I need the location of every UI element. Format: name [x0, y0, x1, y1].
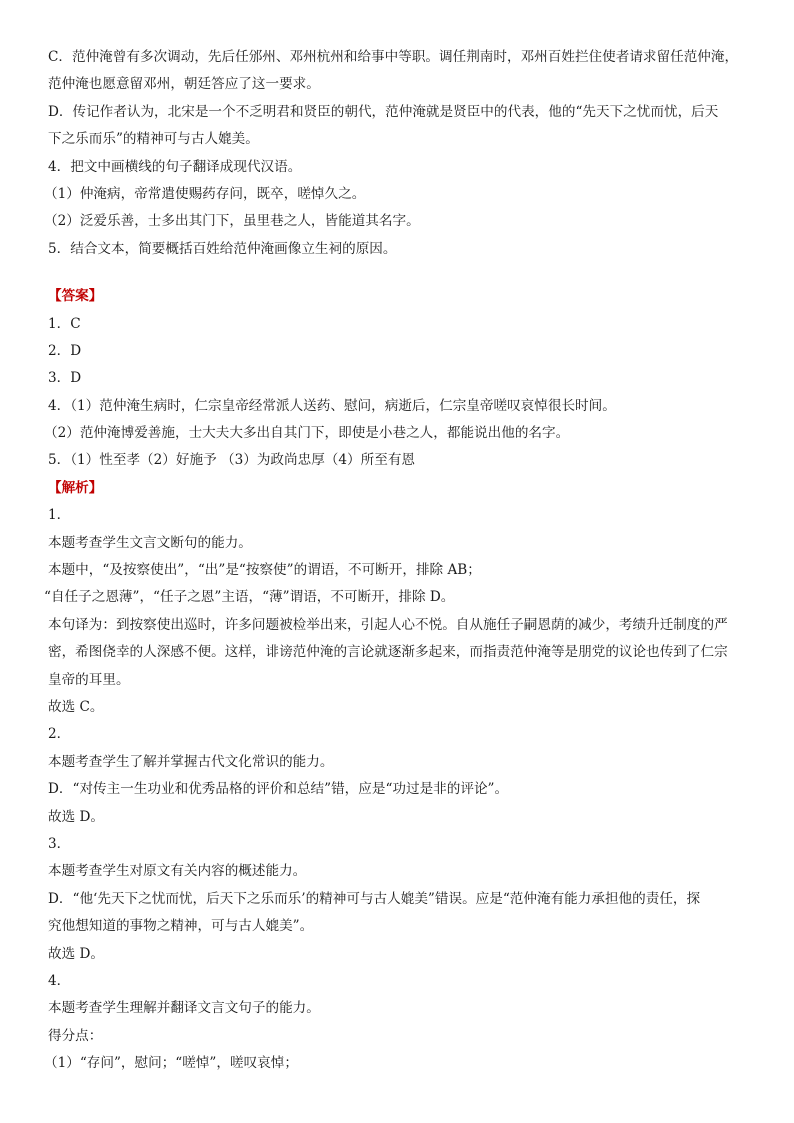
analysis-3-intro: 本题考查学生对原文有关内容的概述能力。	[48, 863, 307, 880]
answer-heading: 【答案】	[48, 288, 103, 305]
answer-3: 3．D	[48, 370, 82, 387]
section-gap	[48, 263, 754, 283]
document-page	[44, 44, 754, 1077]
answer-4-part-2: （2）范仲淹博爱善施，士大夫大多出自其门下，即使是小巷之人，都能说出他的名字。	[44, 425, 570, 442]
answer-4-part-1: 4．（1）范仲淹生病时，仁宗皇帝经常派人送药、慰问，病逝后，仁宗皇帝嗟叹哀悼很长时间。	[48, 397, 616, 414]
analysis-1-point-a: 本题中，“及按察使出”，“出”是“按察使”的谓语，不可断开，排除 AB；	[48, 562, 481, 579]
analysis-2-intro: 本题考查学生了解并掌握古代文化常识的能力。	[48, 753, 334, 770]
question-4-part-2: （2）泛爱乐善，士多出其门下，虽里巷之人，皆能道其名字。	[44, 213, 420, 230]
analysis-1-translation-line-2: 密，希图侥幸的人深感不便。这样，诽谤范仲淹的言论就逐渐多起来，而指责范仲淹等是朋党的议论也传到了仁宗	[48, 644, 728, 661]
question-5: 5．结合文本，简要概括百姓给范仲淹画像立生祠的原因。	[48, 240, 397, 257]
analysis-2-point: D．“对传主一生功业和优秀品格的评价和总结”错，应是“功过是非的评论”。	[48, 781, 509, 798]
option-d-line-2: 下之乐而乐”的精神可与古人媲美。	[48, 131, 259, 148]
analysis-1-intro: 本题考查学生文言文断句的能力。	[48, 534, 252, 551]
option-c-line-2: 范仲淹也愿意留邓州，朝廷答应了这一要求。	[48, 76, 320, 93]
analysis-1-point-b: “自任子之恩薄”，“任子之恩”主语，“薄”谓语，不可断开，排除 D。	[44, 589, 455, 606]
analysis-1-translation-line-1: 本句译为：到按察使出巡时，许多问题被检举出来，引起人心不悦。自从施任子嗣恩荫的减少，考绩升迁制度的严	[48, 616, 728, 633]
analysis-4-intro: 本题考查学生理解并翻译文言文句子的能力。	[48, 1000, 320, 1017]
analysis-1-conclusion: 故选 C。	[48, 698, 104, 715]
analysis-4-scoring-label: 得分点：	[48, 1027, 103, 1044]
analysis-number-1: 1．	[48, 507, 71, 524]
analysis-number-3: 3．	[48, 835, 71, 852]
analysis-3-point-line-1: D．“他‘先天下之忧而忧，后天下之乐而乐’的精神可与古人媲美”错误。应是“范仲淹有能力承担他的责任，探	[48, 890, 701, 907]
analysis-heading: 【解析】	[48, 479, 103, 496]
analysis-number-2: 2．	[48, 726, 71, 743]
analysis-1-translation-line-3: 皇帝的耳里。	[48, 671, 130, 688]
analysis-2-conclusion: 故选 D。	[48, 808, 105, 825]
answer-5: 5．（1）性至孝（2）好施予 （3）为政尚忠厚（4）所至有恩	[48, 452, 416, 469]
answer-1: 1．C	[48, 315, 81, 332]
answer-2: 2．D	[48, 342, 82, 359]
question-4: 4．把文中画横线的句子翻译成现代汉语。	[48, 158, 302, 175]
analysis-number-4: 4．	[48, 972, 71, 989]
question-4-part-1: （1）仲淹病，帝常遣使赐药存问，既卒，嗟悼久之。	[44, 185, 366, 202]
analysis-3-conclusion: 故选 D。	[48, 945, 105, 962]
analysis-3-point-line-2: 究他想知道的事物之精神，可与古人媲美”。	[48, 918, 314, 935]
option-d-line-1: D．传记作者认为，北宋是一个不乏明君和贤臣的朝代，范仲淹就是贤臣中的代表，他的“先天下之忧而忧，后天	[48, 103, 719, 120]
option-c-line-1: C．范仲淹曾有多次调动，先后任邠州、邓州杭州和给事中等职。调任荆南时，邓州百姓拦住使者请求留任范仲淹，	[48, 49, 739, 65]
analysis-4-scoring-part-1: （1）“存问”，慰问；“嗟悼”，嗟叹哀悼；	[44, 1055, 298, 1072]
